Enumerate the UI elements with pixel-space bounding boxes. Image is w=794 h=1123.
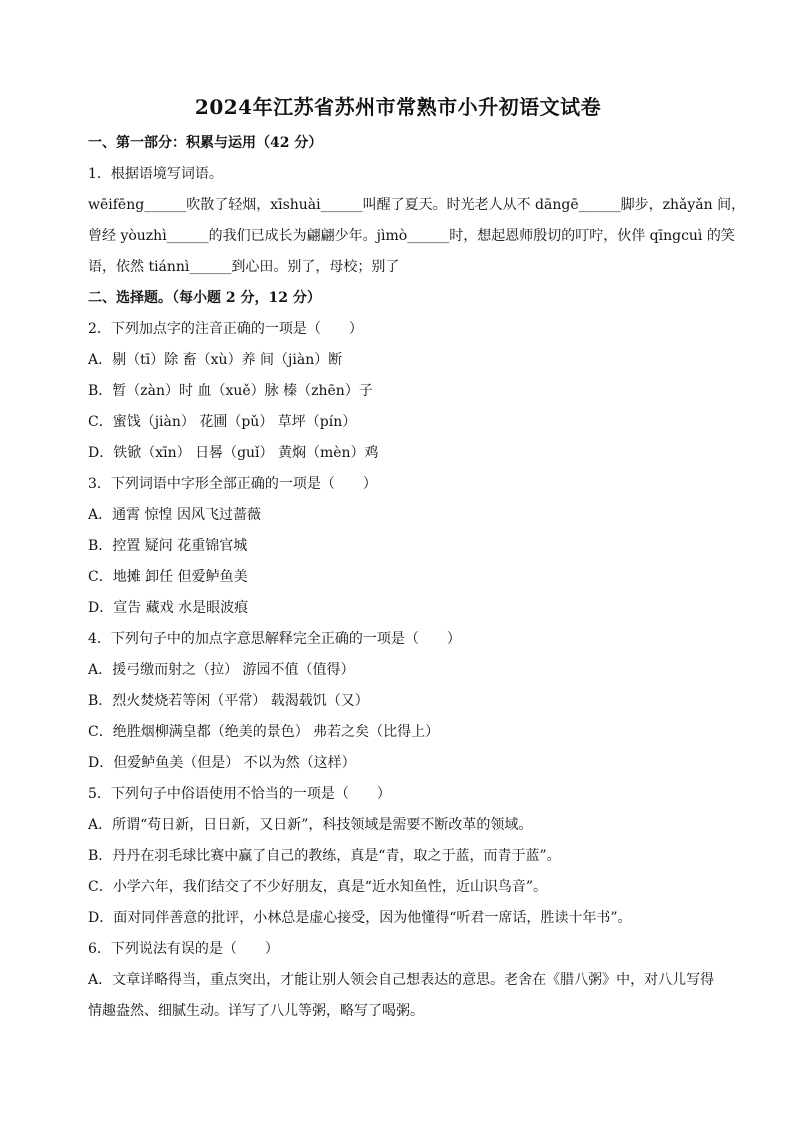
question-2 bbox=[88, 314, 708, 469]
exam-title: 2024年江苏省苏州市常熟市小升初语文试卷 bbox=[194, 95, 602, 119]
question-4 bbox=[88, 624, 708, 779]
question-1-line: 曾经 yòuzhì______的我们已成长为翩翩少年。jìmò______时，想起恩师殷切的叮咛，伙伴 qīngcuì 的笑 bbox=[88, 228, 735, 244]
question-6-stem: 6．下列说法有误的是（ ） bbox=[88, 941, 279, 957]
question-4-option-d: D．但爱鲈鱼美（但是） 不以为然（这样） bbox=[88, 755, 356, 771]
section-2-heading: 二、选择题。（每小题 2 分，12 分） bbox=[88, 290, 321, 306]
question-3-stem: 3．下列词语中字形全部正确的一项是（ ） bbox=[88, 476, 377, 492]
question-1-line: 语，依然 tiánnì______到心田。别了，母校；别了 bbox=[88, 259, 400, 275]
question-2-option-d: D．铁锨（xīn） 日晷（guǐ） 黄焖（mèn）鸡 bbox=[88, 445, 379, 461]
question-3-option-b: B．控置 疑问 花重锦官城 bbox=[88, 538, 248, 554]
question-3 bbox=[88, 469, 708, 624]
question-5-option-d: D．面对同伴善意的批评，小林总是虚心接受，因为他懂得“听君一席话，胜读十年书”。 bbox=[88, 910, 632, 926]
question-4-option-b: B．烈火焚烧若等闲（平常） 载渴载饥（又） bbox=[88, 693, 369, 709]
question-1-line: wēifēng______吹散了轻烟，xīshuài______叫醒了夏天。时光老人从不 dāngē______脚步，zhǎyǎn 间， bbox=[88, 197, 746, 213]
question-2-option-b: B．暂（zàn）时 血（xuě）脉 榛（zhēn）子 bbox=[88, 383, 373, 399]
question-5 bbox=[88, 779, 708, 934]
question-3-option-d: D．宣告 藏戏 水是眼波痕 bbox=[88, 600, 249, 616]
question-3-option-c: C．地摊 卸任 但爱鲈鱼美 bbox=[88, 569, 248, 585]
question-2-stem: 2．下列加点字的注音正确的一项是（ ） bbox=[88, 321, 363, 337]
question-6-option-a-line: 情趣盎然、细腻生动。详写了八儿等粥，略写了喝粥。 bbox=[88, 1003, 424, 1019]
exam-page bbox=[88, 92, 746, 1027]
question-2-option-a: A．剔（tī）除 畜（xù）养 间（jiàn）断 bbox=[88, 352, 343, 368]
question-1-stem: 1．根据语境写词语。 bbox=[88, 166, 223, 182]
question-5-option-a: A．所谓“苟日新，日日新，又日新”，科技领域是需要不断改革的领域。 bbox=[88, 817, 533, 833]
question-3-option-a: A．通霄 惊惶 因风飞过蔷薇 bbox=[88, 507, 262, 523]
question-4-option-a: A．援弓缴而射之（拉） 游园不值（值得） bbox=[88, 662, 355, 678]
question-5-stem: 5．下列句子中俗语使用不恰当的一项是（ ） bbox=[88, 786, 391, 802]
question-4-option-c: C．绝胜烟柳满皇都（绝美的景色） 弗若之矣（比得上） bbox=[88, 724, 440, 740]
question-5-option-c: C．小学六年，我们结交了不少好朋友，真是“近水知鱼性，近山识鸟音”。 bbox=[88, 879, 548, 895]
question-4-stem: 4．下列句子中的加点字意思解释完全正确的一项是（ ） bbox=[88, 631, 461, 647]
question-2-option-c: C．蜜饯（jiàn） 花圃（pǔ） 草坪（pín） bbox=[88, 414, 357, 430]
question-5-option-b: B．丹丹在羽毛球比赛中赢了自己的教练，真是“青，取之于蓝，而青于蓝”。 bbox=[88, 848, 561, 864]
section-1-heading: 一、第一部分：积累与运用（42 分） bbox=[88, 135, 323, 151]
question-6-option-a-line: A．文章详略得当，重点突出，才能让别人领会自己想表达的意思。老舍在《腊八粥》中，对八儿写得 bbox=[88, 972, 715, 988]
question-6 bbox=[88, 934, 715, 1027]
question-1 bbox=[88, 159, 746, 283]
